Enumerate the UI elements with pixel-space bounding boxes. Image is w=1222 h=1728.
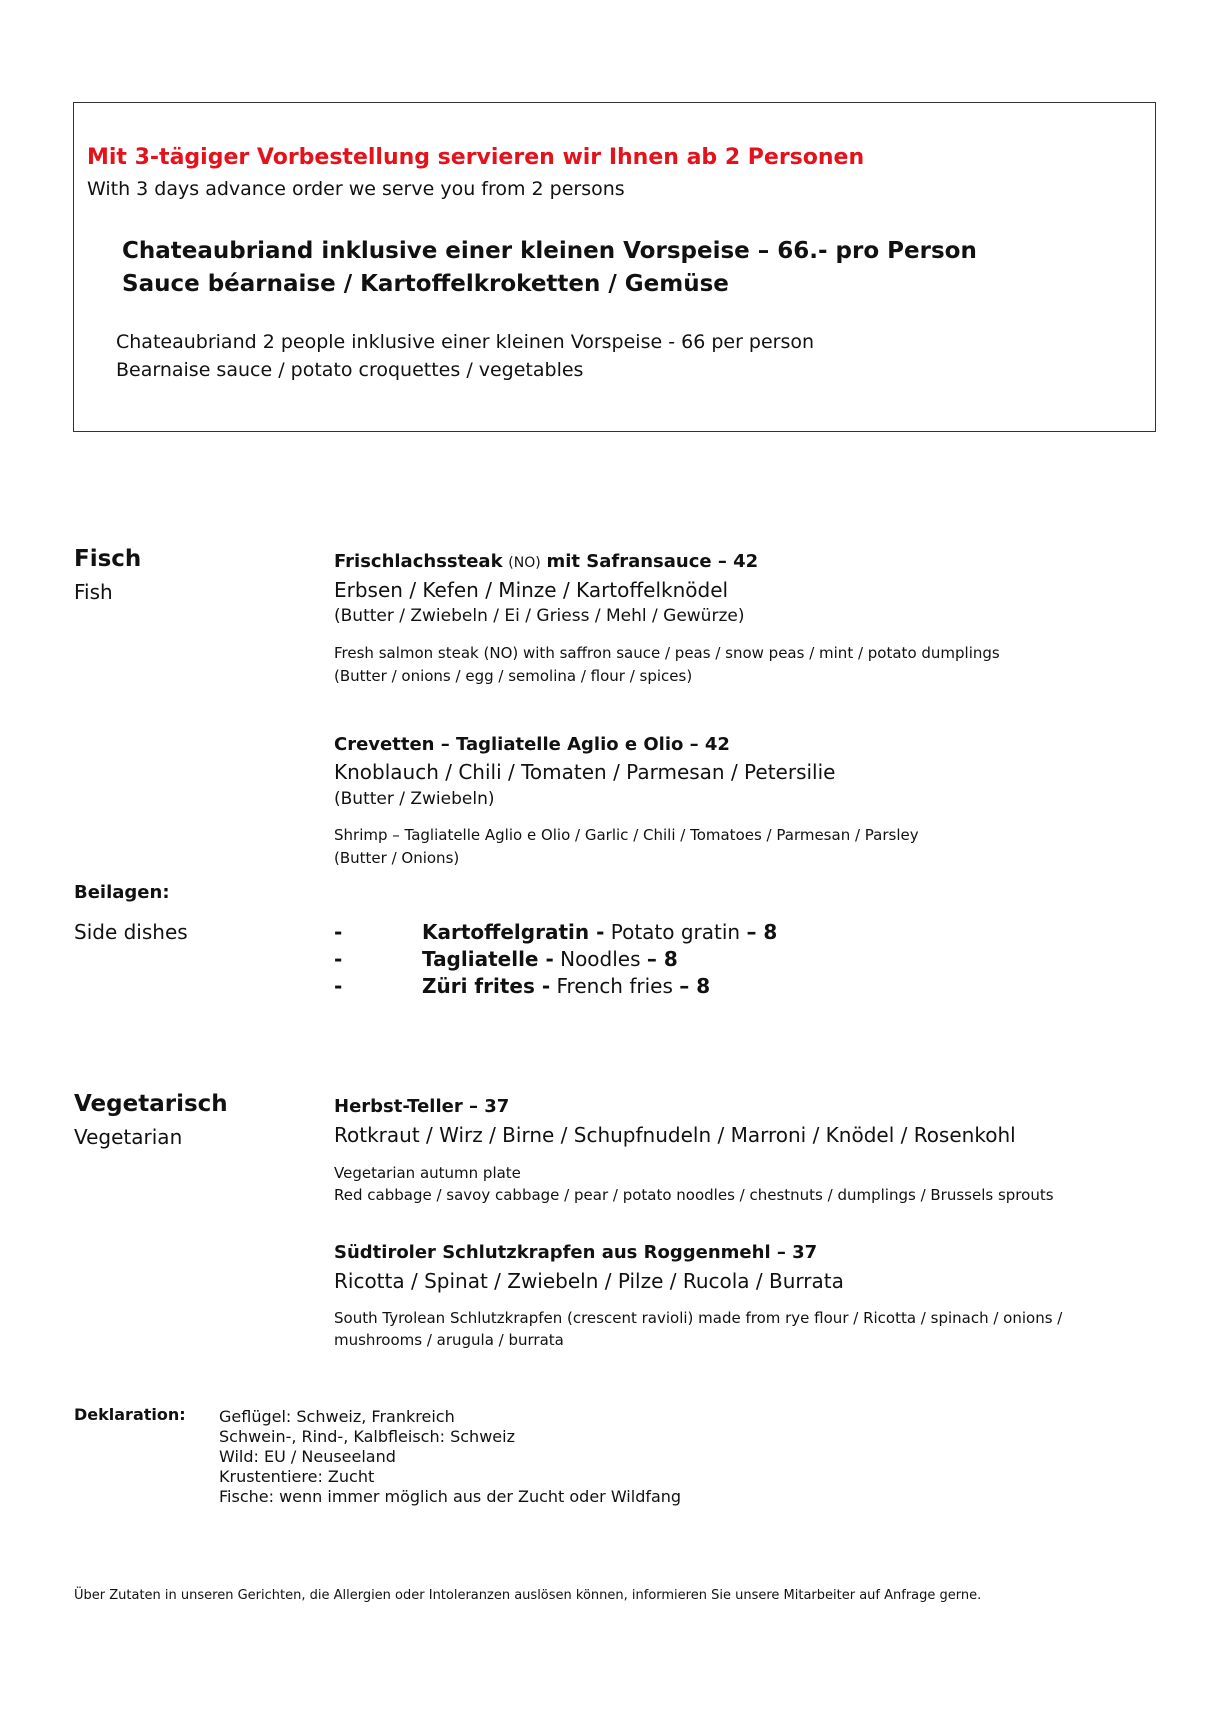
chateaubriand-title-en: Chateaubriand 2 people inklusive einer kleinen Vorspeise - 66 per person [116,331,815,353]
autumn-plate-ingredients: Rotkraut / Wirz / Birne / Schupfnudeln / Marroni / Knödel / Rosenkohl [334,1123,1016,1147]
side-bullet: - [334,920,343,944]
allergen-footer-note: Über Zutaten in unseren Gerichten, die Allergien oder Intoleranzen auslösen können, informieren Sie unsere Mitarbeiter auf Anfrage gerne. [74,1588,982,1603]
salmon-title-b: mit Safransauce – 42 [546,551,759,572]
side-name-en: Potato gratin [610,920,741,944]
declaration-label: Deklaration: [74,1405,186,1424]
declaration-line: Fische: wenn immer möglich aus der Zucht oder Wildfang [219,1487,682,1506]
vegetarian-heading-en: Vegetarian [74,1125,183,1149]
shrimp-allergens: (Butter / Zwiebeln) [334,789,495,809]
shrimp-title: Crevetten – Tagliatelle Aglio e Olio – 42 [334,734,730,755]
side-price: – 8 [746,920,778,944]
salmon-en-line1: Fresh salmon steak (NO) with saffron sauce / peas / snow peas / mint / potato dumplings [334,644,1000,662]
shrimp-en-line2: (Butter / Onions) [334,849,460,867]
side-bullet: - [334,947,343,971]
declaration-line: Schwein-, Rind-, Kalbfleisch: Schweiz [219,1427,515,1446]
salmon-en-line2: (Butter / onions / egg / semolina / flour / spices) [334,667,693,685]
salmon-ingredients: Erbsen / Kefen / Minze / Kartoffelknödel [334,578,729,602]
side-bullet: - [334,974,343,998]
declaration-line: Krustentiere: Zucht [219,1467,375,1486]
vegetarian-heading-de: Vegetarisch [74,1091,228,1117]
chateaubriand-sides-de: Sauce béarnaise / Kartoffelkroketten / Gemüse [122,271,729,297]
salmon-title [334,551,758,572]
schlutzkrapfen-en-line2: mushrooms / arugula / burrata [334,1331,564,1349]
sides-heading-de: Beilagen: [74,882,170,903]
advance-headline-de: Mit 3-tägiger Vorbestellung servieren wir Ihnen ab 2 Personen [87,145,865,170]
sides-heading-en: Side dishes [74,920,188,944]
salmon-origin: (NO) [508,555,541,571]
autumn-plate-title: Herbst-Teller – 37 [334,1096,510,1117]
shrimp-en-line1: Shrimp – Tagliatelle Aglio e Olio / Garlic / Chili / Tomatoes / Parmesan / Parsley [334,826,919,844]
side-item-frites [422,974,710,998]
side-name-de: Züri frites - [422,974,551,998]
side-name-en: Noodles [560,947,641,971]
side-item-gratin [422,920,777,944]
schlutzkrapfen-en-line1: South Tyrolean Schlutzkrapfen (crescent ravioli) made from rye flour / Ricotta / spinach / onions / [334,1309,1063,1327]
side-item [334,947,342,971]
advance-order-box [73,102,1156,432]
declaration-line: Wild: EU / Neuseeland [219,1447,396,1466]
chateaubriand-title-de: Chateaubriand inklusive einer kleinen Vorspeise – 66.- pro Person [122,238,977,264]
side-item [334,920,342,944]
side-price: – 8 [646,947,678,971]
fish-heading-de: Fisch [74,546,142,572]
salmon-allergens: (Butter / Zwiebeln / Ei / Griess / Mehl / Gewürze) [334,606,745,626]
chateaubriand-sides-en: Bearnaise sauce / potato croquettes / vegetables [116,359,584,381]
side-price: – 8 [679,974,711,998]
autumn-plate-en-line1: Vegetarian autumn plate [334,1164,521,1182]
side-item-tagliatelle [422,947,678,971]
autumn-plate-en-line2: Red cabbage / savoy cabbage / pear / potato noodles / chestnuts / dumplings / Brussels sprouts [334,1186,1054,1204]
side-name-en: French fries [556,974,673,998]
side-name-de: Tagliatelle - [422,947,554,971]
side-name-de: Kartoffelgratin - [422,920,605,944]
fish-heading-en: Fish [74,580,113,604]
advance-headline-en: With 3 days advance order we serve you from 2 persons [87,178,625,200]
schlutzkrapfen-title: Südtiroler Schlutzkrapfen aus Roggenmehl – 37 [334,1242,818,1263]
shrimp-ingredients: Knoblauch / Chili / Tomaten / Parmesan / Petersilie [334,760,836,784]
side-item [334,974,342,998]
salmon-title-a: Frischlachssteak [334,551,503,572]
schlutzkrapfen-ingredients: Ricotta / Spinat / Zwiebeln / Pilze / Rucola / Burrata [334,1269,844,1293]
declaration-line: Geflügel: Schweiz, Frankreich [219,1407,455,1426]
